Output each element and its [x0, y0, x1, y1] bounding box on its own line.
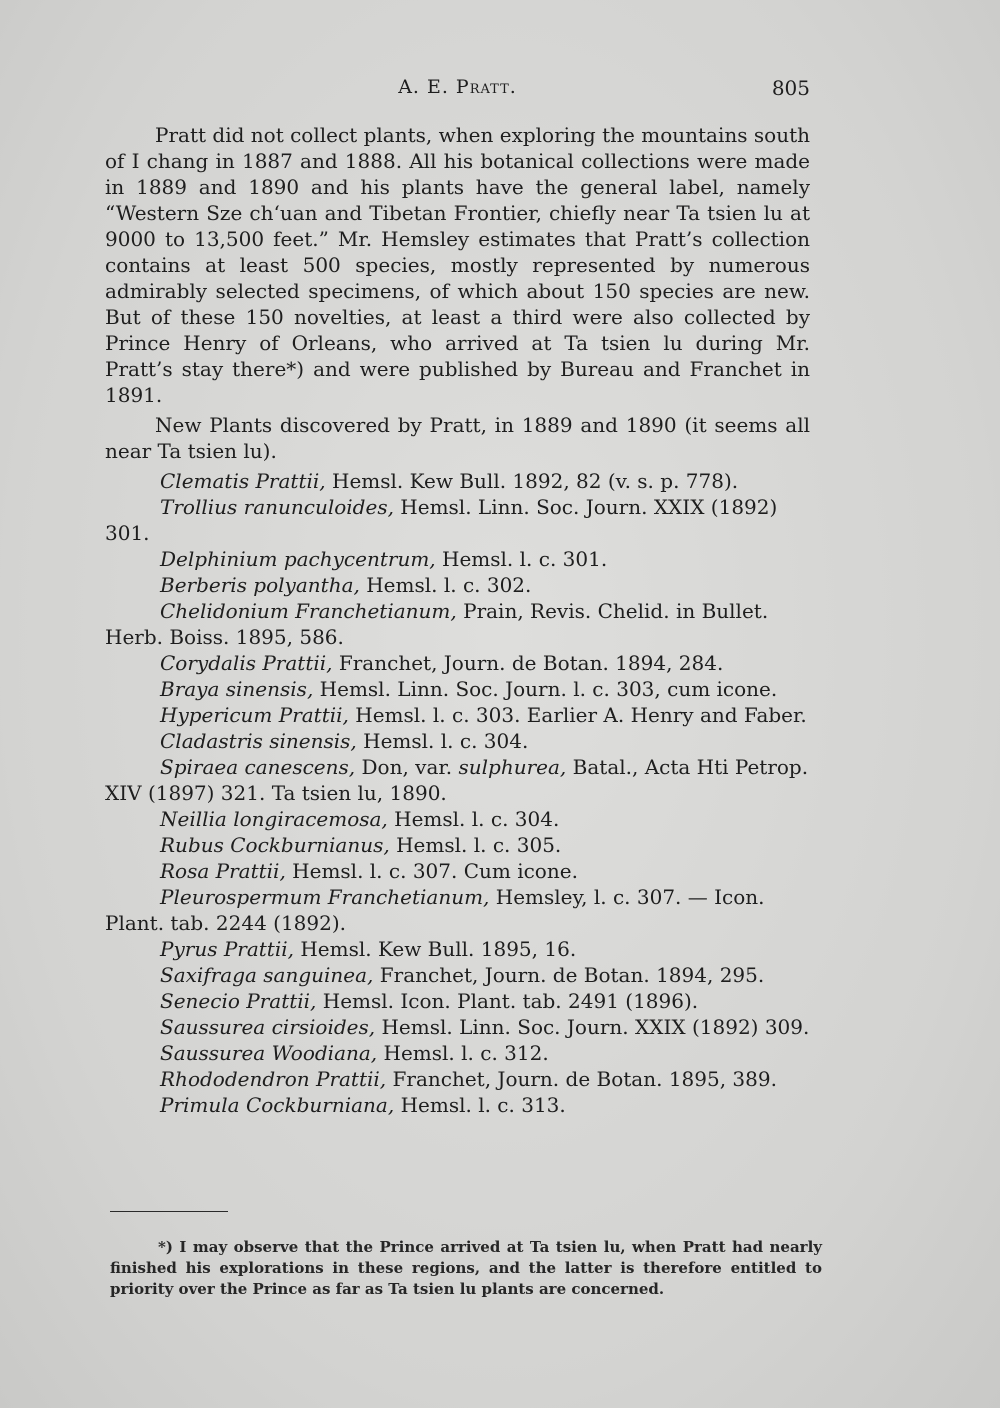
- species-reference: Franchet, Journ. de Botan. 1894, 284.: [332, 651, 724, 675]
- species-name: Neillia longiracemosa,: [160, 807, 388, 831]
- species-entry: [105, 494, 810, 546]
- species-entry: [105, 598, 810, 650]
- species-name: Clematis Prattii,: [160, 469, 326, 493]
- species-name: Chelidonium Franchetianum,: [160, 599, 457, 623]
- species-reference: Hemsl. l. c. 301.: [435, 547, 608, 571]
- footnote-rule: [110, 1211, 228, 1212]
- running-title: A. E. Pratt.: [398, 76, 517, 98]
- species-reference: Franchet, Journ. de Botan. 1894, 295.: [373, 963, 765, 987]
- species-name: Saussurea cirsioides,: [160, 1015, 376, 1039]
- species-name: Cladastris sinensis,: [160, 729, 357, 753]
- species-name: Pleurospermum Franchetianum,: [160, 885, 490, 909]
- species-reference: Hemsl. l. c. 303. Earlier A. Henry and Faber.: [348, 703, 807, 727]
- species-entry: [105, 884, 810, 936]
- species-reference: Prain, Revis. Chelid. in Bullet. Herb. Boiss. 1895, 586.: [105, 599, 769, 649]
- species-reference: Hemsl. Icon. Plant. tab. 2491 (1896).: [316, 989, 699, 1013]
- species-name: Saussurea Woodiana,: [160, 1041, 378, 1065]
- species-entry: [105, 962, 810, 988]
- species-entry: [105, 546, 810, 572]
- page-number: 805: [771, 76, 810, 100]
- body-text: [105, 122, 810, 1118]
- species-name: Trollius ranunculoides,: [160, 495, 394, 519]
- species-entry: [105, 1092, 810, 1118]
- species-name: Hypericum Prattii,: [160, 703, 349, 727]
- species-entry: [105, 650, 810, 676]
- species-name: Saxifraga sanguinea,: [160, 963, 374, 987]
- species-name: Rhododendron Prattii,: [160, 1067, 387, 1091]
- species-entry: [105, 702, 810, 728]
- species-reference: Hemsl. Kew Bull. 1895, 16.: [293, 937, 577, 961]
- species-reference: Hemsl. l. c. 304.: [356, 729, 529, 753]
- species-reference: Hemsl. Linn. Soc. Journ. XXIX (1892) 309.: [375, 1015, 810, 1039]
- species-reference: Don, var.: [355, 755, 459, 779]
- species-reference: Hemsl. l. c. 302.: [359, 573, 532, 597]
- species-entry: [105, 806, 810, 832]
- species-entry: [105, 572, 810, 598]
- species-name: Pyrus Prattii,: [160, 937, 294, 961]
- species-reference: Hemsl. l. c. 305.: [389, 833, 562, 857]
- species-name: Braya sinensis,: [160, 677, 314, 701]
- page-header: [105, 76, 810, 112]
- species-name: Corydalis Prattii,: [160, 651, 333, 675]
- species-entry: [105, 676, 810, 702]
- species-entry: [105, 754, 810, 806]
- species-reference: Hemsl. l. c. 307. Cum icone.: [285, 859, 578, 883]
- species-entry: [105, 1040, 810, 1066]
- species-name: Spiraea canescens,: [160, 755, 356, 779]
- species-name: Rosa Prattii,: [160, 859, 286, 883]
- species-entry: [105, 728, 810, 754]
- species-reference: Hemsley, l. c. 307. — Icon. Plant. tab. 2244 (1892).: [105, 885, 765, 935]
- species-reference: Hemsl. Linn. Soc. Journ. XXIX (1892) 301.: [105, 495, 778, 545]
- species-entry: [105, 1066, 810, 1092]
- species-reference: Hemsl. l. c. 304.: [387, 807, 560, 831]
- footnote: *) I may observe that the Prince arrived at Ta tsien lu, when Pratt had nearly finished his explorations in these regions, and the latter is therefore entitled to priority over the Prince as far as Ta tsien lu plants are concerned.: [110, 1238, 822, 1298]
- species-reference: Hemsl. l. c. 313.: [394, 1093, 566, 1117]
- species-entry: [105, 1014, 810, 1040]
- species-reference: Hemsl. l. c. 312.: [377, 1041, 549, 1065]
- species-name: Berberis polyantha,: [160, 573, 360, 597]
- species-list: [105, 468, 810, 1118]
- species-entry: [105, 988, 810, 1014]
- species-entry: [105, 858, 810, 884]
- species-entry: [105, 468, 810, 494]
- species-name: Senecio Prattii,: [160, 989, 317, 1013]
- species-entry: [105, 936, 810, 962]
- species-reference-continued: Batal., Acta Hti Petrop. XIV (1897) 321. Ta tsien lu, 1890.: [105, 755, 809, 805]
- species-reference: Hemsl. Linn. Soc. Journ. l. c. 303, cum icone.: [313, 677, 778, 701]
- variety-name: sulphurea,: [458, 755, 567, 779]
- species-name: Delphinium pachycentrum,: [160, 547, 436, 571]
- species-entry: [105, 832, 810, 858]
- species-name: Primula Cockburniana,: [160, 1093, 395, 1117]
- paragraph-intro: Pratt did not collect plants, when exploring the mountains south of I chang in 1887 and 1888. All his botanical collections were made in 1889 and 1890 and his plants have the general label, namely “Western Sze ch‘uan and Tibetan Frontier, chiefly near Ta tsien lu at 9000 to 13,500 feet.” Mr. Hemsley estimates that Pratt’s collection contains at least 500 species, mostly represented by numerous admirably selected specimens, of which about 150 species are new. But of these 150 novelties, at least a third were also collected by Prince Henry of Orleans, who arrived at Ta tsien lu during Mr. Pratt’s stay there*) and were published by Bureau and Franchet in 1891.: [105, 123, 810, 407]
- species-reference: Hemsl. Kew Bull. 1892, 82 (v. s. p. 778).: [325, 469, 739, 493]
- species-name: Rubus Cockburnianus,: [160, 833, 390, 857]
- paragraph-list-heading: New Plants discovered by Pratt, in 1889 and 1890 (it seems all near Ta tsien lu).: [105, 413, 810, 463]
- species-reference: Franchet, Journ. de Botan. 1895, 389.: [386, 1067, 777, 1091]
